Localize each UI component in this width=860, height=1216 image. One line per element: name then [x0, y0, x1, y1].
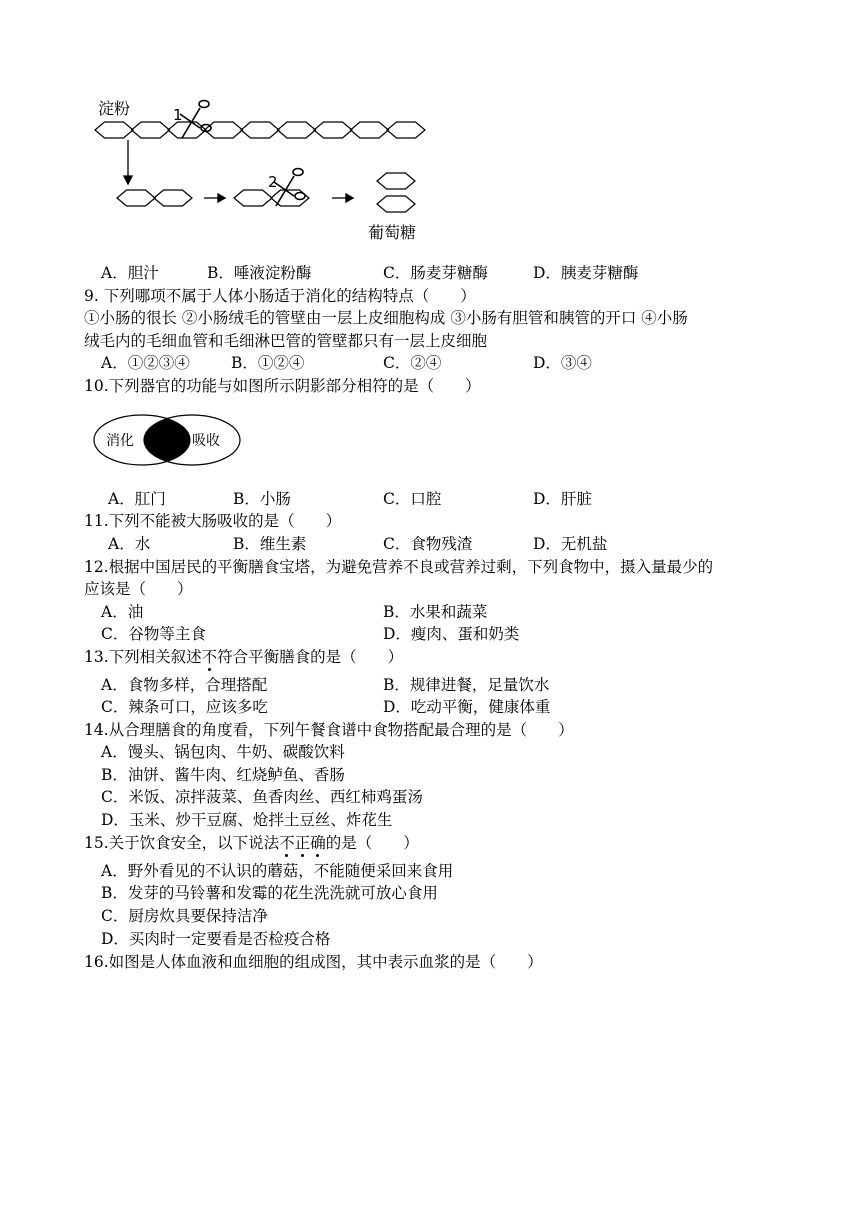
q8-option-b[interactable]: B．唾液淀粉酶: [207, 264, 312, 282]
glucose-unit-hexagon: [351, 122, 389, 138]
right-arrowhead-1: [218, 194, 225, 202]
q13-stem-post: 符合平衡膳食的是（ ）: [217, 648, 404, 666]
cut2-label: 2: [268, 173, 278, 191]
q13-stem-pre: 13.下列相关叙述: [84, 648, 202, 666]
q14-option-c[interactable]: C．米饭、凉拌菠菜、鱼香肉丝、西红柿鸡蛋汤: [101, 788, 423, 806]
q15-stem-pre: 15.关于饮食安全，以下说法: [84, 834, 280, 852]
q12-stem-line2: 应该是（ ）: [84, 580, 193, 598]
q10-option-b[interactable]: B．小肠: [233, 490, 291, 508]
glucose-unit-hexagon: [314, 122, 352, 138]
glucose-label: 葡萄糖: [368, 223, 417, 242]
cut1-label: 1: [173, 106, 183, 124]
q9-line2: ①小肠的很长 ②小肠绒毛的管壁由一层上皮细胞构成 ③小肠有胆管和胰管的开口 ④小肠: [84, 309, 688, 327]
glucose-unit-hexagon: [154, 190, 192, 206]
q12-stem-line1: 12.根据中国居民的平衡膳食宝塔，为避免营养不良或营养过剩，下列食物中，摄入量最少的: [84, 558, 714, 576]
q8-option-a[interactable]: A．胆汁: [101, 264, 159, 282]
q15-option-d[interactable]: D．买肉时一定要看是否检疫合格: [101, 930, 331, 948]
q13-emphasis-char: 不: [201, 648, 218, 666]
q15-emphasis-char-2: 正: [294, 834, 311, 852]
q15-stem: [84, 832, 419, 854]
q12-option-b[interactable]: B．水果和蔬菜: [383, 603, 488, 621]
glucose-unit-hexagon: [234, 190, 272, 206]
glucose-unit-hexagon: [132, 122, 170, 138]
q14-option-b[interactable]: B．油饼、酱牛肉、红烧鲈鱼、香肠: [101, 766, 345, 784]
glucose-unit-hexagon: [377, 196, 415, 212]
glucose-unit-hexagon: [387, 122, 425, 138]
q8-option-d[interactable]: D．胰麦芽糖酶: [533, 264, 639, 282]
q9-line3: 绒毛内的毛细血管和毛细淋巴管的管壁都只有一层上皮细胞: [84, 332, 488, 350]
venn-left-label: 消化: [106, 433, 134, 449]
q10-option-a[interactable]: A．肛门: [108, 490, 166, 508]
starch-label: 淀粉: [98, 99, 131, 118]
q12-option-a[interactable]: A．油: [101, 603, 144, 621]
glucose-unit-hexagon: [241, 122, 279, 138]
q9-option-c[interactable]: C．②④: [383, 354, 442, 372]
scissors-icon: [180, 101, 211, 139]
q9-option-d[interactable]: D．③④: [533, 354, 592, 372]
q15-option-a[interactable]: A．野外看见的不认识的蘑菇，不能随便采回来食用: [101, 862, 454, 880]
q10-stem: 10.下列器官的功能与如图所示阴影部分相符的是（ ）: [84, 377, 481, 395]
glucose-unit-hexagon: [117, 190, 155, 206]
scissors-icon: [274, 169, 305, 207]
q15-option-c[interactable]: C．厨房炊具要保持洁净: [101, 907, 268, 925]
venn-right-label: 吸收: [192, 433, 220, 449]
q8-option-c[interactable]: C．肠麦芽糖酶: [383, 264, 488, 282]
q12-option-c[interactable]: C．谷物等主食: [101, 625, 206, 643]
venn-diagram: [92, 412, 242, 468]
q15-option-b[interactable]: B．发芽的马铃薯和发霉的花生洗洗就可放心食用: [101, 884, 438, 902]
right-arrowhead-2: [346, 194, 353, 202]
starch-digestion-diagram: [90, 92, 430, 244]
q13-option-c[interactable]: C．辣条可口，应该多吃: [101, 698, 268, 716]
q14-stem: 14.从合理膳食的角度看，下列午餐食谱中食物搭配最合理的是（ ）: [84, 721, 574, 739]
q16-stem: 16.如图是人体血液和血细胞的组成图，其中表示血浆的是（ ）: [84, 953, 543, 971]
q10-option-d[interactable]: D．肝脏: [533, 490, 592, 508]
q13-option-b[interactable]: B．规律进餐，足量饮水: [383, 676, 550, 694]
q11-stem: 11.下列不能被大肠吸收的是（ ）: [84, 512, 342, 530]
glucose-unit-hexagon: [377, 173, 415, 189]
q15-stem-post: 的是（ ）: [325, 834, 419, 852]
q11-option-b[interactable]: B．维生素: [233, 535, 307, 553]
q11-option-a[interactable]: A．水: [108, 535, 151, 553]
q14-option-d[interactable]: D．玉米、炒干豆腐、炝拌土豆丝、炸花生: [101, 811, 393, 829]
down-arrowhead: [124, 176, 132, 184]
q15-emphasis-char-1: 不: [279, 834, 295, 852]
q9-option-a[interactable]: A．①②③④: [101, 354, 190, 372]
q10-option-c[interactable]: C．口腔: [383, 490, 442, 508]
q9-stem: 9. 下列哪项不属于人体小肠适于消化的结构特点（ ）: [84, 287, 476, 305]
glucose-unit-hexagon: [95, 122, 133, 138]
q12-option-d[interactable]: D．瘦肉、蛋和奶类: [383, 625, 520, 643]
glucose-unit-hexagon: [278, 122, 316, 138]
q15-emphasis-char-3: 确: [310, 834, 326, 852]
q13-stem: [84, 646, 403, 668]
q11-option-c[interactable]: C．食物残渣: [383, 535, 473, 553]
q11-option-d[interactable]: D．无机盐: [533, 535, 608, 553]
q14-option-a[interactable]: A．馒头、锅包肉、牛奶、碳酸饮料: [101, 743, 345, 761]
q13-option-d[interactable]: D．吃动平衡，健康体重: [383, 698, 551, 716]
q9-option-b[interactable]: B．①②④: [231, 354, 305, 372]
q13-option-a[interactable]: A．食物多样，合理搭配: [101, 676, 268, 694]
